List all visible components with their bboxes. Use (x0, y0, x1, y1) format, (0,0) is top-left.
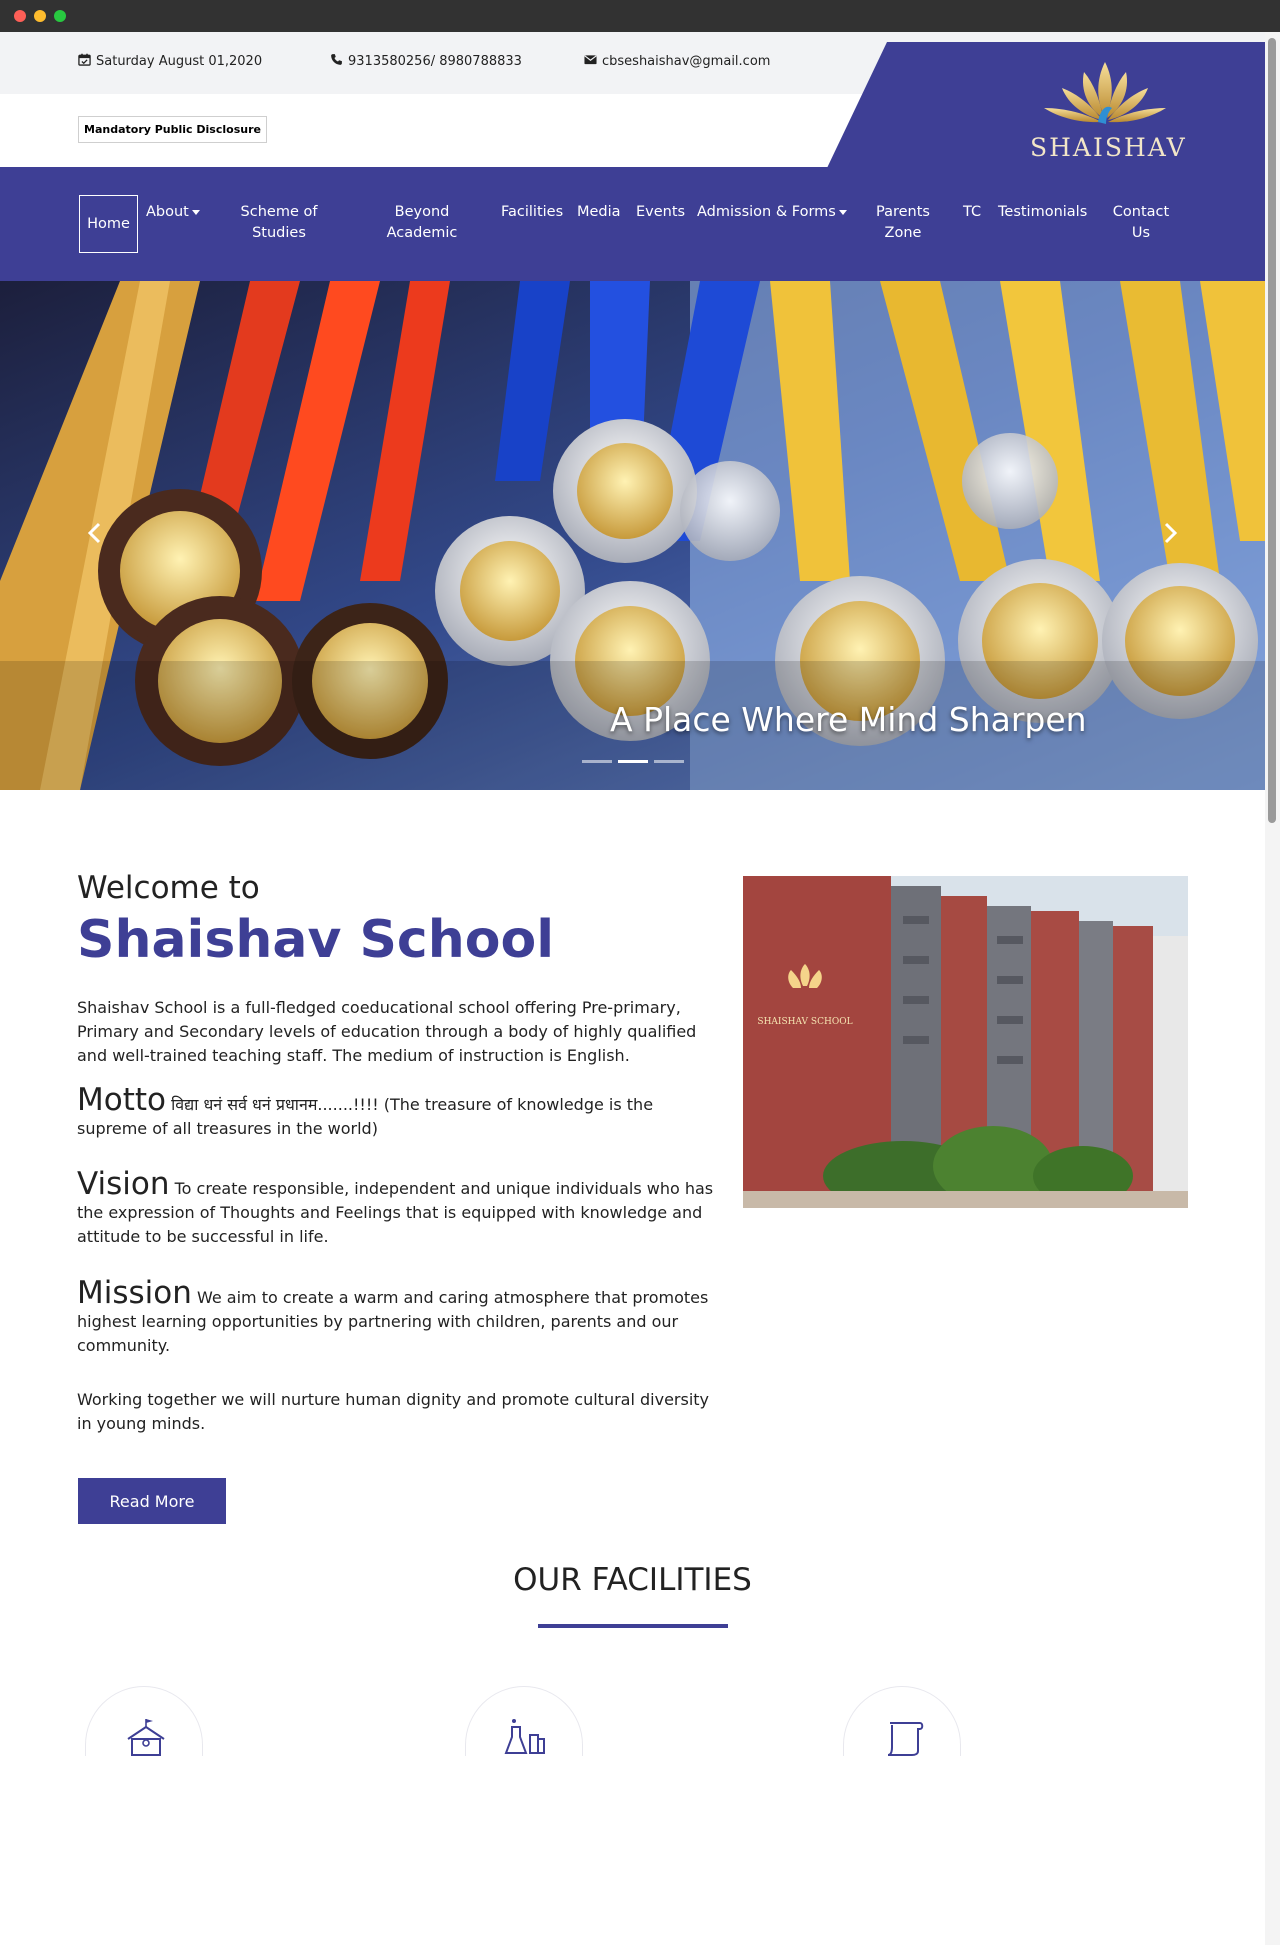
read-more-button[interactable]: Read More (78, 1478, 226, 1524)
nav-events[interactable]: Events (636, 204, 686, 220)
calendar-icon (78, 53, 91, 70)
motto-paragraph (77, 1082, 717, 1141)
email-text: cbseshaishav@gmail.com (602, 54, 771, 69)
facilities-underline (538, 1624, 728, 1628)
motto-text: विद्या धनं सर्व धनं प्रधानम.......!!!! (The treasure of knowledge is the supreme of all treasures in the world) (77, 1095, 654, 1138)
date-text: Saturday August 01,2020 (96, 54, 263, 69)
nav-testimonials[interactable]: Testimonials (998, 204, 1088, 220)
vision-paragraph (77, 1166, 717, 1249)
welcome-pre-heading: Welcome to (77, 870, 260, 906)
nav-about-label: About (146, 204, 189, 220)
facilities-heading: OUR FACILITIES (513, 1562, 752, 1598)
facility-card-school[interactable] (85, 1686, 203, 1756)
scroll-icon (882, 1717, 926, 1756)
envelope-icon (584, 53, 597, 70)
facility-card-scroll[interactable] (843, 1686, 961, 1756)
carousel-next-icon[interactable] (1155, 518, 1185, 548)
caret-down-icon (839, 210, 847, 215)
nav-media[interactable]: Media (577, 204, 621, 220)
phone-icon (330, 53, 343, 70)
carousel-prev-icon[interactable] (80, 518, 110, 548)
main-navbar (0, 167, 1265, 281)
close-window-dot[interactable] (14, 10, 26, 22)
nav-facilities[interactable]: Facilities (501, 204, 564, 220)
nav-admission-forms[interactable] (697, 202, 847, 223)
minimize-window-dot[interactable] (34, 10, 46, 22)
vision-label: Vision (77, 1166, 170, 1202)
building-sign-text: SHAISHAV SCHOOL (757, 1017, 853, 1027)
nav-tc[interactable]: TC (963, 204, 982, 220)
carousel-indicator-3[interactable] (654, 760, 684, 763)
phone-text: 9313580256/ 8980788833 (348, 54, 522, 69)
nav-home[interactable] (79, 195, 138, 253)
nav-home-label: Home (87, 215, 130, 232)
browser-chrome (0, 0, 1280, 32)
scrollbar-thumb[interactable] (1268, 38, 1276, 823)
email-info[interactable] (584, 53, 770, 70)
logo-wordmark[interactable]: SHAISHAV (1030, 133, 1187, 162)
mission-label: Mission (77, 1275, 192, 1311)
hero-caption: A Place Where Mind Sharpen (610, 700, 1087, 739)
nav-about[interactable] (146, 202, 200, 223)
carousel-indicator-2[interactable] (618, 760, 648, 763)
facility-card-laboratory[interactable] (465, 1686, 583, 1756)
mandatory-disclosure-link[interactable]: Mandatory Public Disclosure (78, 116, 267, 143)
mission-text: We aim to create a warm and caring atmosphere that promotes highest learning opportunities by partnering with children, parents and our community. (77, 1288, 709, 1355)
nav-scheme-of-studies[interactable]: Scheme of Studies (240, 204, 318, 241)
intro-paragraph: Shaishav School is a full-fledged coeducational school offering Pre-primary, Primary and Secondary levels of education through a body of highly qualified and well-trained teaching staff. The medium of instruction is English. (77, 998, 697, 1065)
caret-down-icon (192, 210, 200, 215)
welcome-title: Shaishav School (77, 910, 555, 970)
mission-paragraph (77, 1275, 717, 1358)
nav-parents-zone[interactable]: Parents Zone (876, 204, 930, 241)
school-building-icon (124, 1717, 168, 1756)
carousel-indicator-1[interactable] (582, 760, 612, 763)
together-paragraph: Working together we will nurture human dignity and promote cultural diversity in young minds. (77, 1390, 710, 1433)
nav-beyond-academic[interactable]: Beyond Academic (386, 204, 458, 241)
laboratory-icon (504, 1717, 548, 1756)
lotus-logo-icon[interactable] (1030, 56, 1180, 136)
maximize-window-dot[interactable] (54, 10, 66, 22)
vision-text: To create responsible, independent and unique individuals who has the expression of Thoughts and Feelings that is equipped with knowledge and attitude to be successful in life. (77, 1179, 714, 1246)
nav-admission-label: Admission & Forms (697, 204, 836, 220)
phone-info[interactable] (330, 53, 522, 70)
nav-contact-us[interactable]: Contact Us (1112, 204, 1170, 241)
school-building-photo (743, 876, 1188, 1208)
motto-label: Motto (77, 1082, 166, 1118)
date-info (78, 53, 262, 70)
